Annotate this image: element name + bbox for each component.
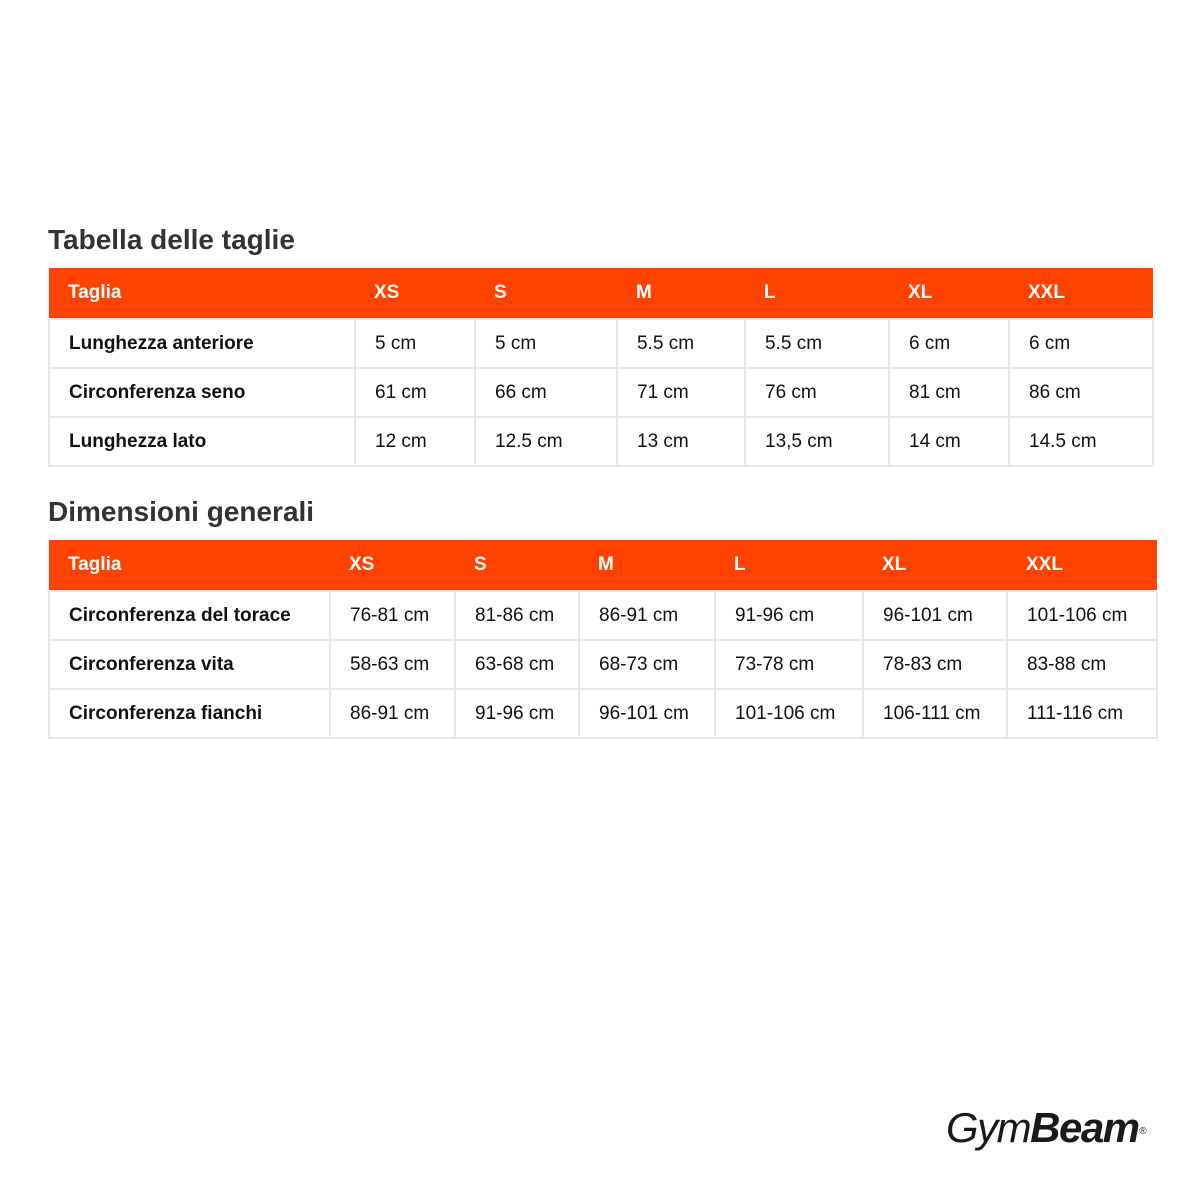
header-cell-s: S [475, 268, 617, 319]
table-cell: 83-88 cm [1007, 640, 1157, 689]
row-label: Circonferenza del torace [49, 591, 330, 640]
table-row [49, 689, 1157, 738]
logo-text-gym: Gym [946, 1104, 1031, 1151]
table-cell: 14.5 cm [1009, 417, 1153, 466]
table-cell: 78-83 cm [863, 640, 1007, 689]
table-cell: 86 cm [1009, 368, 1153, 417]
table-cell: 76-81 cm [330, 591, 455, 640]
table-cell: 13,5 cm [745, 417, 889, 466]
table-cell: 81 cm [889, 368, 1009, 417]
header-cell-m: M [579, 540, 715, 591]
table-cell: 5.5 cm [745, 319, 889, 368]
general-dimensions-title: Dimensioni generali [48, 496, 315, 527]
table-cell: 12 cm [355, 417, 475, 466]
table-row [49, 640, 1157, 689]
table-cell: 76 cm [745, 368, 889, 417]
table-cell: 66 cm [475, 368, 617, 417]
table-cell: 81-86 cm [455, 591, 579, 640]
row-label: Lunghezza anteriore [49, 319, 355, 368]
header-cell-xxl: XXL [1009, 268, 1153, 319]
table-cell: 91-96 cm [715, 591, 863, 640]
table-cell: 111-116 cm [1007, 689, 1157, 738]
table-cell: 5 cm [355, 319, 475, 368]
row-label: Circonferenza fianchi [49, 689, 330, 738]
table-cell: 73-78 cm [715, 640, 863, 689]
table-cell: 91-96 cm [455, 689, 579, 738]
table-cell: 6 cm [1009, 319, 1153, 368]
logo-text-beam: Beam [1030, 1104, 1139, 1151]
header-cell-xs: XS [330, 540, 455, 591]
registered-mark: ® [1139, 1126, 1147, 1137]
header-cell-l: L [715, 540, 863, 591]
general-table-header-row [49, 540, 1157, 591]
table-cell: 96-101 cm [863, 591, 1007, 640]
header-cell-xl: XL [863, 540, 1007, 591]
header-cell-m: M [617, 268, 745, 319]
size-table-header-row [49, 268, 1153, 319]
row-label: Circonferenza vita [49, 640, 330, 689]
gymbeam-logo [946, 1100, 1147, 1156]
header-cell-taglia: Taglia [49, 268, 355, 319]
table-cell: 86-91 cm [330, 689, 455, 738]
table-cell: 68-73 cm [579, 640, 715, 689]
row-label: Circonferenza seno [49, 368, 355, 417]
header-cell-s: S [455, 540, 579, 591]
header-cell-xxl: XXL [1007, 540, 1157, 591]
table-cell: 6 cm [889, 319, 1009, 368]
table-cell: 5 cm [475, 319, 617, 368]
size-table [48, 268, 1154, 467]
table-cell: 61 cm [355, 368, 475, 417]
table-cell: 14 cm [889, 417, 1009, 466]
general-dimensions-table [48, 540, 1158, 739]
table-cell: 101-106 cm [1007, 591, 1157, 640]
row-label: Lunghezza lato [49, 417, 355, 466]
table-cell: 58-63 cm [330, 640, 455, 689]
table-cell: 106-111 cm [863, 689, 1007, 738]
table-cell: 96-101 cm [579, 689, 715, 738]
table-row [49, 591, 1157, 640]
table-cell: 5.5 cm [617, 319, 745, 368]
table-cell: 12.5 cm [475, 417, 617, 466]
table-row [49, 417, 1153, 466]
table-cell: 86-91 cm [579, 591, 715, 640]
table-cell: 101-106 cm [715, 689, 863, 738]
table-cell: 71 cm [617, 368, 745, 417]
header-cell-xl: XL [889, 268, 1009, 319]
header-cell-taglia: Taglia [49, 540, 330, 591]
header-cell-l: L [745, 268, 889, 319]
table-cell: 13 cm [617, 417, 745, 466]
header-cell-xs: XS [355, 268, 475, 319]
table-row [49, 319, 1153, 368]
table-cell: 63-68 cm [455, 640, 579, 689]
table-row [49, 368, 1153, 417]
size-table-title: Tabella delle taglie [48, 224, 295, 255]
